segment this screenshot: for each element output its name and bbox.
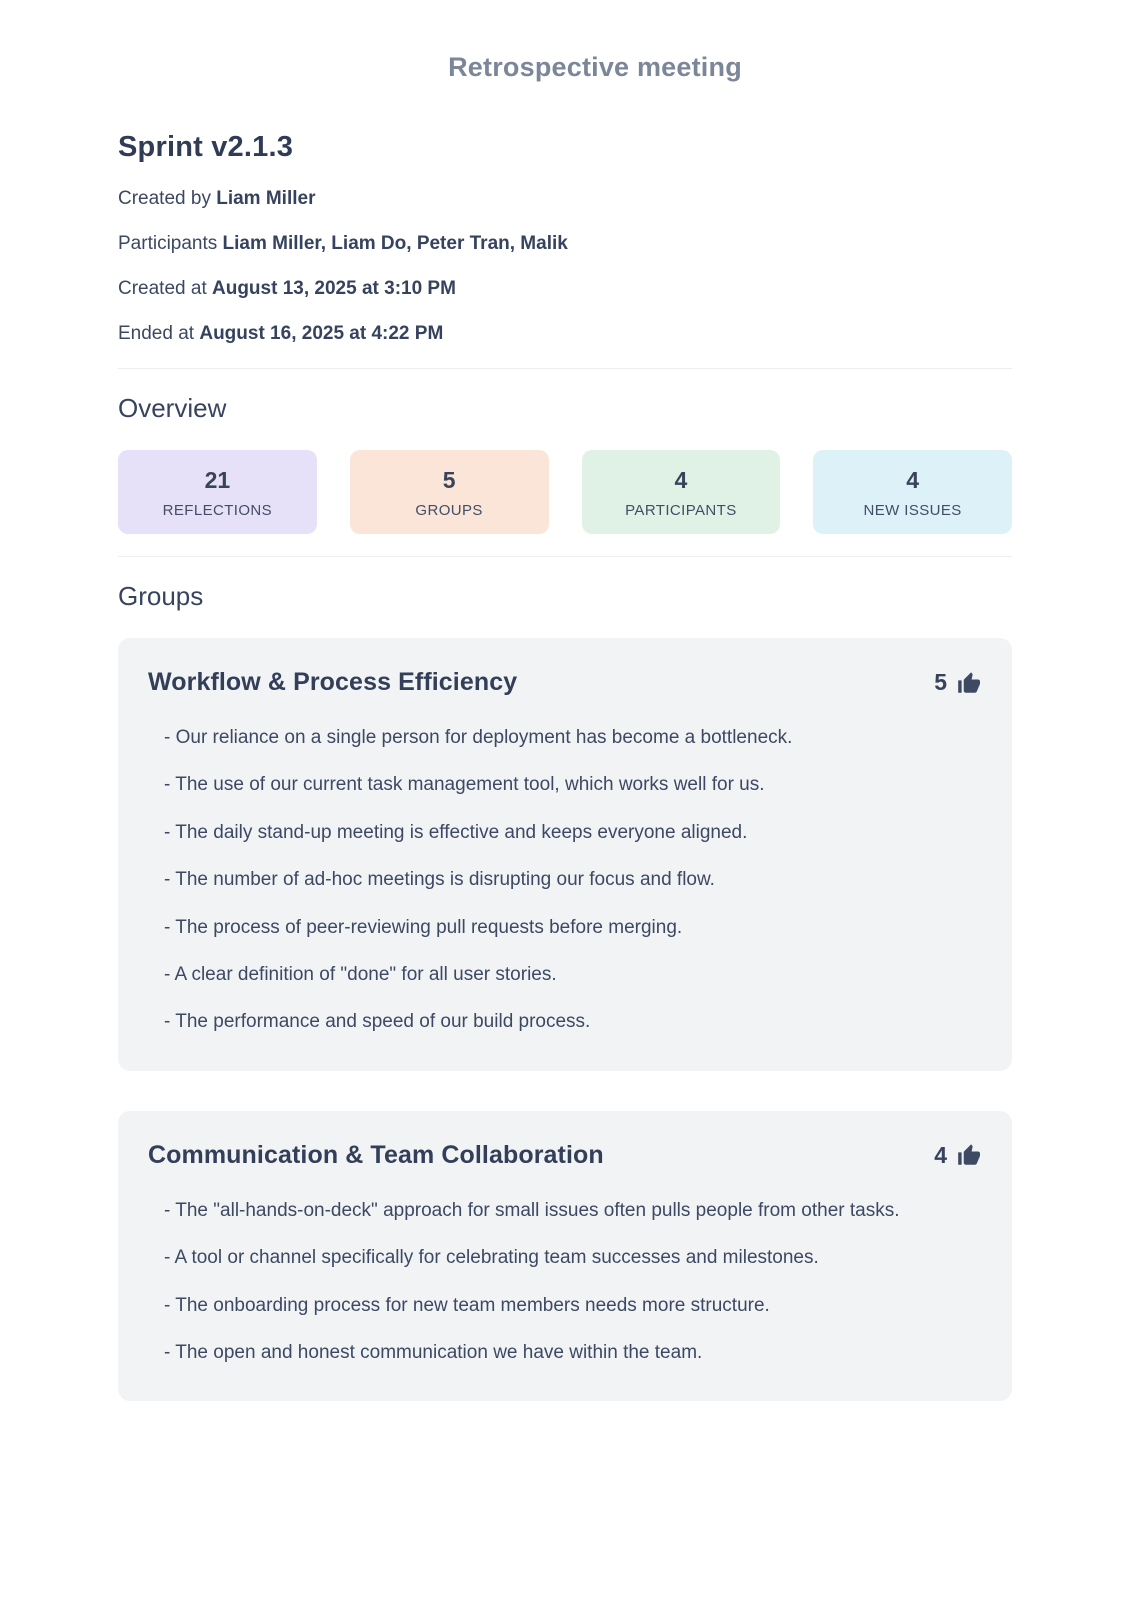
stat-card-participants: [582, 450, 781, 534]
group-votes: [934, 1142, 982, 1169]
group-card: [118, 1111, 1012, 1402]
meta-value: August 13, 2025 at 3:10 PM: [212, 278, 456, 299]
vote-count: 4: [934, 1141, 947, 1168]
groups-section: [118, 581, 1012, 1401]
stat-value: 4: [674, 467, 688, 493]
reflection-list: [148, 723, 982, 1038]
divider: [118, 368, 1012, 369]
group-card-header: [148, 1141, 982, 1170]
reflection-item: - The process of peer-reviewing pull requests before merging.: [164, 916, 683, 938]
thumbs-up-icon: [956, 1142, 982, 1168]
thumbs-up-icon: [956, 670, 982, 696]
meeting-name: Sprint v2.1.3: [118, 131, 294, 163]
meta-label: Created by: [118, 188, 217, 209]
overview-stats-row: [118, 450, 1012, 534]
vote-count: 5: [934, 669, 947, 695]
group-title: Communication & Team Collaboration: [148, 1140, 604, 1169]
meeting-meta-list: [118, 188, 1012, 345]
meta-value: Liam Miller, Liam Do, Peter Tran, Malik: [222, 233, 568, 254]
page-title: Retrospective meeting: [448, 52, 742, 82]
stat-card-new-issues: [813, 450, 1012, 534]
group-title: Workflow & Process Efficiency: [148, 668, 518, 696]
meta-label: Participants: [118, 233, 223, 254]
group-card-header: [148, 668, 982, 697]
reflection-list: [148, 1196, 982, 1369]
reflection-item: - Our reliance on a single person for deployment has become a bottleneck.: [164, 727, 793, 748]
meeting-meta-line: [118, 323, 1012, 345]
meta-label: Ended at: [118, 323, 200, 344]
reflection-item: - The number of ad-hoc meetings is disrupting our focus and flow.: [164, 869, 715, 891]
reflection-item: - The open and honest communication we have within the team.: [164, 1341, 703, 1363]
divider: [118, 556, 1012, 557]
report-content: [95, 131, 1035, 1401]
stat-value: 5: [442, 467, 456, 493]
groups-heading: Groups: [118, 581, 204, 611]
meeting-meta-line: [118, 188, 1012, 210]
stat-value: 21: [204, 467, 231, 493]
reflection-item: - The onboarding process for new team members needs more structure.: [164, 1294, 770, 1316]
meta-label: Created at: [118, 278, 212, 299]
group-votes: [934, 669, 982, 696]
meta-value: August 16, 2025 at 4:22 PM: [199, 323, 444, 344]
stat-label: REFLECTIONS: [162, 502, 273, 519]
stat-label: PARTICIPANTS: [625, 502, 737, 519]
reflection-item: - The daily stand-up meeting is effective and keeps everyone aligned.: [164, 821, 748, 843]
stat-card-groups: [350, 450, 549, 534]
stat-label: NEW ISSUES: [863, 502, 962, 519]
report-page: [95, 0, 1035, 1401]
overview-section: [118, 393, 1012, 534]
meeting-meta-line: [118, 278, 1012, 300]
stat-label: GROUPS: [415, 502, 483, 519]
overview-heading: Overview: [118, 393, 227, 423]
group-card: [118, 638, 1012, 1071]
meta-value: Liam Miller: [216, 188, 316, 209]
reflection-item: - A tool or channel specifically for celebrating team successes and milestones.: [164, 1247, 819, 1269]
stat-card-reflections: [118, 450, 317, 534]
group-list: [118, 638, 1012, 1401]
meeting-meta-line: [118, 233, 1012, 255]
stat-value: 4: [906, 467, 920, 493]
reflection-item: - The performance and speed of our build process.: [164, 1011, 591, 1033]
reflection-item: - A clear definition of "done" for all user stories.: [164, 963, 557, 985]
reflection-item: - The "all-hands-on-deck" approach for small issues often pulls people from other tasks.: [164, 1199, 900, 1221]
reflection-item: - The use of our current task management tool, which works well for us.: [164, 774, 765, 796]
